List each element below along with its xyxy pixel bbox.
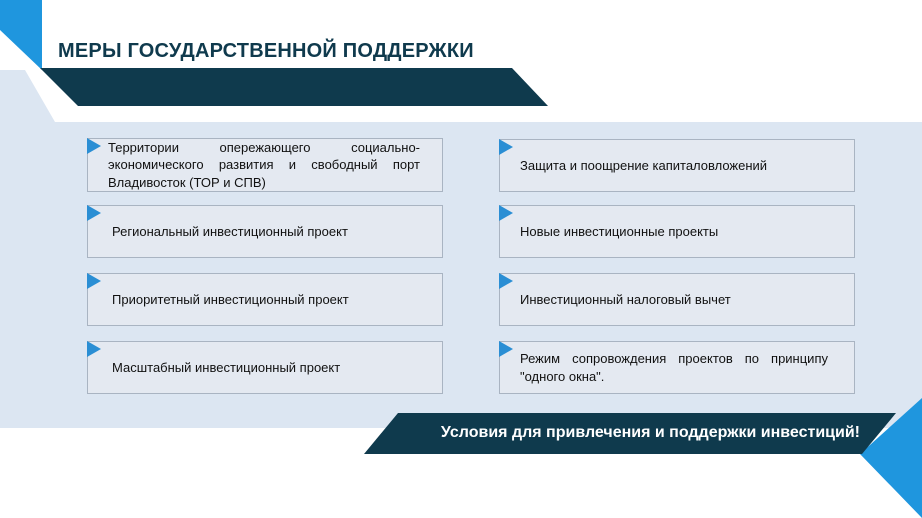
card-one-window bbox=[499, 341, 855, 394]
corner-accent-top-left bbox=[0, 0, 42, 70]
card-label: Режим сопровождения проектов по принципу "одного окна". bbox=[520, 350, 828, 384]
card-label: Приоритетный инвестиционный проект bbox=[112, 291, 349, 307]
card-tax-deduction bbox=[499, 273, 855, 326]
card-capital-protection bbox=[499, 139, 855, 192]
triangle-marker-icon bbox=[87, 273, 101, 289]
card-regional-project bbox=[87, 205, 443, 258]
card-label: Региональный инвестиционный проект bbox=[112, 223, 348, 239]
triangle-marker-icon bbox=[499, 205, 513, 221]
triangle-marker-icon bbox=[87, 138, 101, 154]
triangle-marker-icon bbox=[499, 341, 513, 357]
triangle-marker-icon bbox=[87, 341, 101, 357]
triangle-marker-icon bbox=[87, 205, 101, 221]
page-title: МЕРЫ ГОСУДАРСТВЕННОЙ ПОДДЕРЖКИ bbox=[58, 40, 474, 62]
card-priority-project bbox=[87, 273, 443, 326]
card-label: Новые инвестиционные проекты bbox=[520, 223, 719, 239]
card-tor-spv bbox=[87, 138, 443, 192]
title-bar bbox=[40, 68, 548, 106]
card-new-projects bbox=[499, 205, 855, 258]
triangle-marker-icon bbox=[499, 139, 513, 155]
card-label: Защита и поощрение капиталовложений bbox=[520, 157, 768, 173]
card-label: Масштабный инвестиционный проект bbox=[112, 359, 341, 375]
card-large-scale-project bbox=[87, 341, 443, 394]
card-label: Территории опережающего социально-экономического развития и свободный порт Владивосток (ТОР и СПВ) bbox=[108, 139, 420, 190]
card-label: Инвестиционный налоговый вычет bbox=[520, 291, 731, 307]
triangle-marker-icon bbox=[499, 273, 513, 289]
banner-text: Условия для привлечения и поддержки инвестиций! bbox=[440, 424, 860, 441]
